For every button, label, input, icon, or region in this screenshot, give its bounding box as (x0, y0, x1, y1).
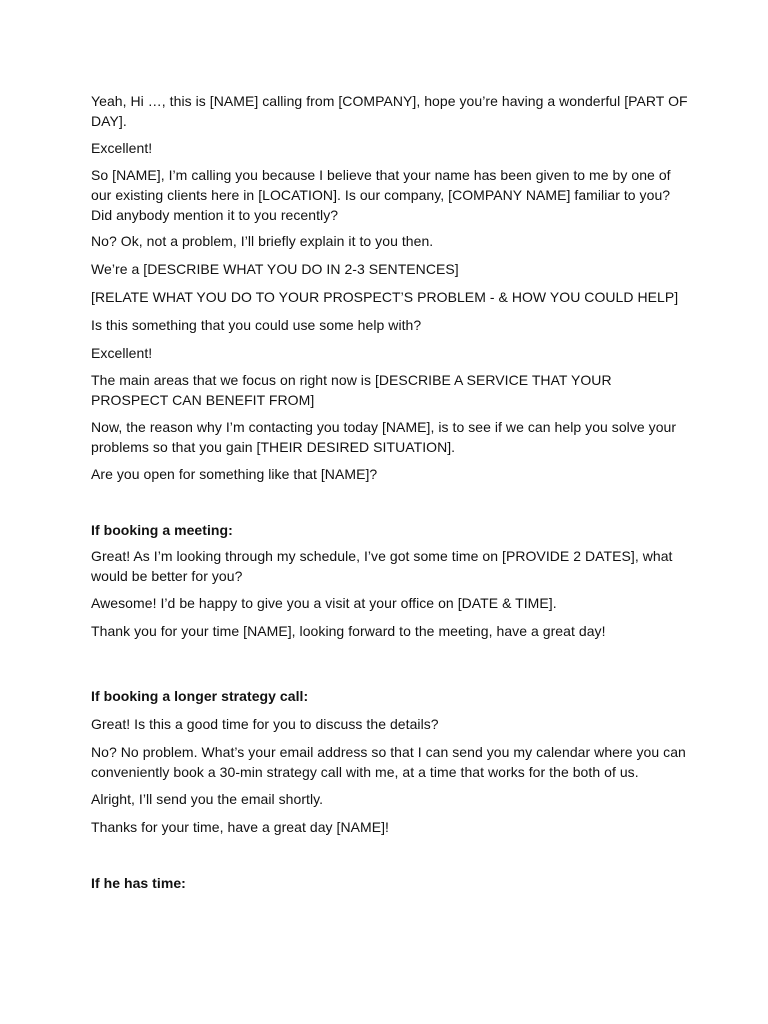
script-contact-reason: Now, the reason why I’m contacting you today [NAME], is to see if we can help you solve your problems so that you gain [THEIR DESIRED SITUATION]. (91, 419, 677, 455)
script-open-question: Are you open for something like that [NAME]? (91, 466, 378, 482)
script-relate-problem: [RELATE WHAT YOU DO TO YOUR PROSPECT’S PROBLEM - & HOW YOU COULD HELP] (91, 289, 679, 305)
strategy-section-heading: If booking a longer strategy call: (91, 688, 309, 704)
script-describe-service: We’re a [DESCRIBE WHAT YOU DO IN 2-3 SENTENCES] (91, 261, 459, 277)
script-help-question: Is this something that you could use some help with? (91, 317, 422, 333)
strategy-good-time: Great! Is this a good time for you to discuss the details? (91, 716, 439, 732)
strategy-email: No? No problem. What’s your email address so that I can send you my calendar where you can conveniently book a 30-min strategy call with me, at a time that works for the both of us. (91, 744, 686, 780)
strategy-send-email: Alright, I’ll send you the email shortly. (91, 791, 324, 807)
script-intro: Yeah, Hi …, this is [NAME] calling from [COMPANY], hope you’re having a wonderful [PART OF DAY]. (91, 93, 688, 129)
script-excellent-1: Excellent! (91, 140, 153, 156)
script-excellent-2: Excellent! (91, 345, 153, 361)
meeting-section-heading: If booking a meeting: (91, 522, 233, 538)
time-section-heading: If he has time: (91, 875, 186, 891)
strategy-thanks: Thanks for your time, have a great day [NAME]! (91, 819, 389, 835)
script-no-problem: No? Ok, not a problem, I’ll briefly explain it to you then. (91, 233, 434, 249)
meeting-visit: Awesome! I’d be happy to give you a visit at your office on [DATE & TIME]. (91, 595, 557, 611)
meeting-schedule: Great! As I’m looking through my schedule, I’ve got some time on [PROVIDE 2 DATES], what would be better for you? (91, 548, 673, 584)
meeting-thank-you: Thank you for your time [NAME], looking forward to the meeting, have a great day! (91, 623, 606, 639)
script-focus-areas: The main areas that we focus on right now is [DESCRIBE A SERVICE THAT YOUR PROSPECT CAN BENEFIT FROM] (91, 372, 612, 408)
script-reason-for-call: So [NAME], I’m calling you because I believe that your name has been given to me by one of our existing clients here in [LOCATION]. Is our company, [COMPANY NAME] familiar to you? Did anybody mention it to you recently? (91, 167, 671, 223)
